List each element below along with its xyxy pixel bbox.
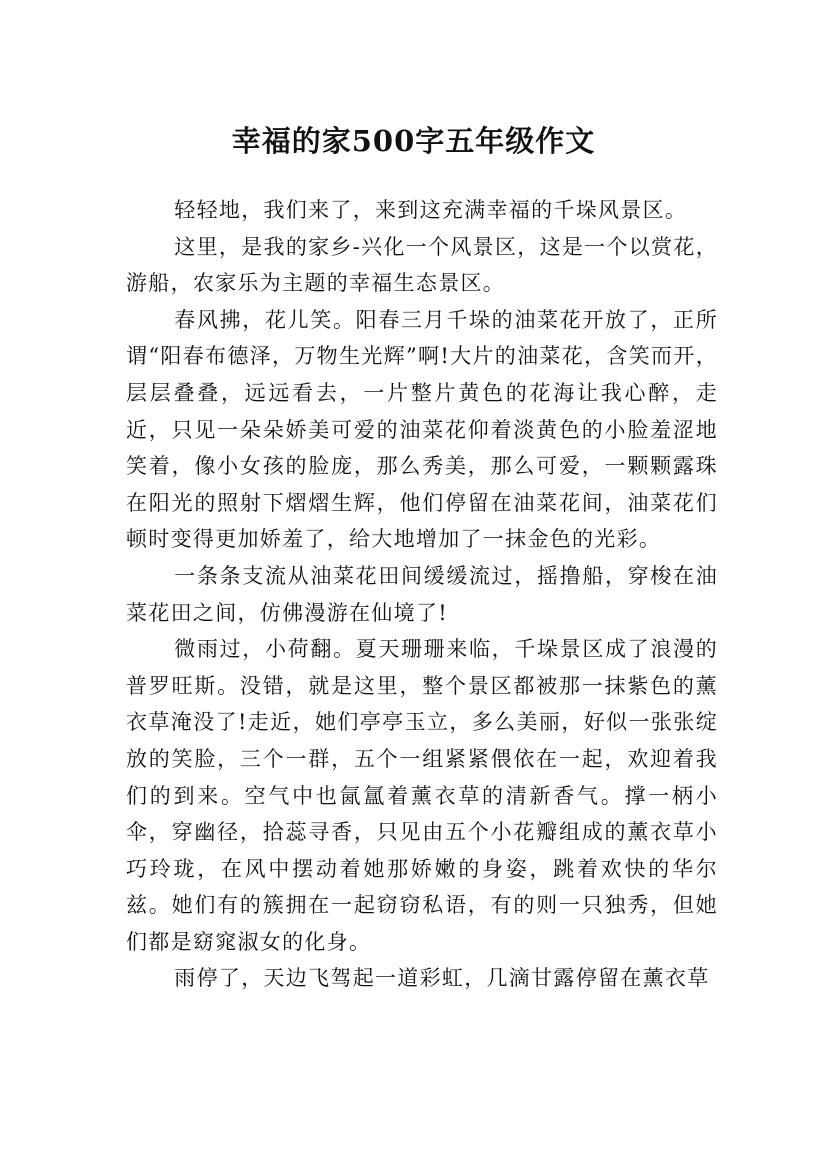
paragraph: 一条条支流从油菜花田间缓缓流过，摇撸船，穿梭在油菜花田之间，仿佛漫游在仙境了! xyxy=(126,563,718,625)
paragraph: 雨停了，天边飞驾起一道彩虹，几滴甘露停留在薰衣草 xyxy=(174,966,710,991)
document-title: 幸福的家500字五年级作文 xyxy=(231,124,596,159)
paragraph: 春风拂，花儿笑。阳春三月千垛的油菜花开放了，正所谓“阳春布德泽，万物生光辉”啊!大片的油菜花，含笑而开，层层叠叠，远远看去，一片整片黄色的花海让我心醉，走近，只见一朵朵娇美可爱的油菜花仰着淡黄色的小脸羞涩地笑着，像小女孩的脸庞，那么秀美，那么可爱，一颗颗露珠在阳光的照射下熠熠生辉，他们停留在油菜花间，油菜花们顿时变得更加娇羞了，给大地增加了一抹金色的光彩。 xyxy=(126,307,718,552)
paragraph: 轻轻地，我们来了，来到这充满幸福的千垛风景区。 xyxy=(174,198,688,222)
document-body xyxy=(126,192,718,997)
paragraph: 微雨过，小荷翻。夏天珊珊来临，千垛景区成了浪漫的普罗旺斯。没错，就是这里，整个景区都被那一抹紫色的薰衣草淹没了!走近，她们亭亭玉立，多么美丽，好似一张张绽放的笑脸，三个一群，五个一组紧紧偎依在一起，欢迎着我们的到来。空气中也氤氲着薰衣草的清新香气。撑一柄小伞，穿幽径，拾蕊寻香，只见由五个小花瓣组成的薰衣草小巧玲珑，在风中摆动着她那娇嫩的身姿，跳着欢快的华尔兹。她们有的簇拥在一起窃窃私语，有的则一只独秀，但她们都是窈窕淑女的化身。 xyxy=(126,637,718,954)
paragraph: 这里，是我的家乡-兴化一个风景区，这是一个以赏花，游船，农家乐为主题的幸福生态景区。 xyxy=(126,234,718,296)
